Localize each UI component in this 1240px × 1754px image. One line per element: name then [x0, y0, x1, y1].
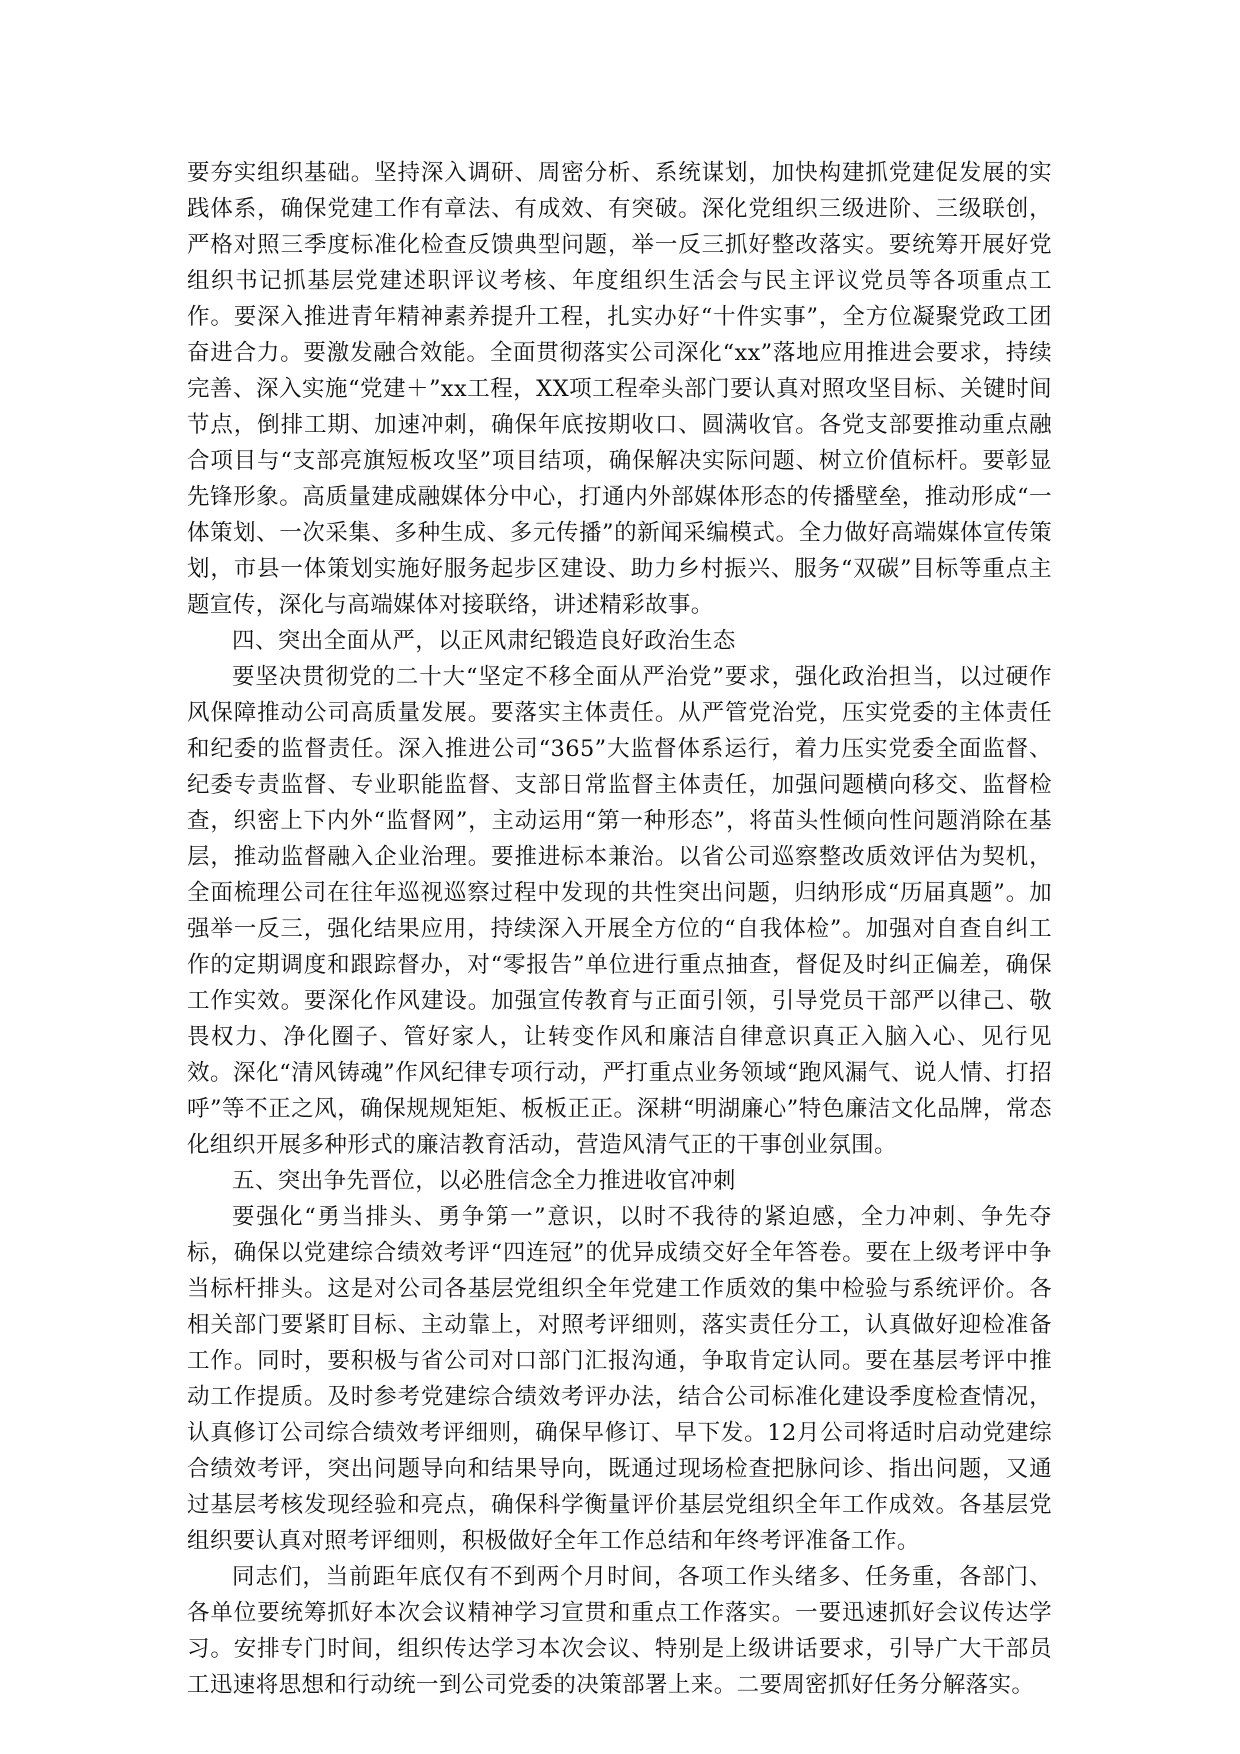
body-paragraph: 同志们，当前距年底仅有不到两个月时间，各项工作头绪多、任务重，各部门、各单位要统筹抓好本次会议精神学习宣贯和重点工作落实。一要迅速抓好会议传达学习。安排专门时间，组织传达学习本次会议、特别是上级讲话要求，引导广大干部员工迅速将思想和行动统一到公司党委的决策部署上来。二要周密抓好任务分解落实。 — [187, 1564, 1052, 1698]
body-paragraph: 要强化“勇当排头、勇争第一”意识，以时不我待的紧迫感，全力冲刺、争先夺标，确保以党建综合绩效考评“四连冠”的优异成绩交好全年答卷。要在上级考评中争当标杆排头。这是对公司各基层党组织全年党建工作质效的集中检验与系统评价。各相关部门要紧盯目标、主动靠上，对照考评细则，落实责任分工，认真做好迎检准备工作。同时，要积极与省公司对口部门汇报沟通，争取肯定认同。要在基层考评中推动工作提质。及时参考党建综合绩效考评办法，结合公司标准化建设季度检查情况，认真修订公司综合绩效考评细则，确保早修订、早下发。12月公司将适时启动党建综合绩效考评，突出问题导向和结果导向，既通过现场检查把脉问诊、指出问题，又通过基层考核发现经验和亮点，确保科学衡量评价基层党组织全年工作成效。各基层党组织要认真对照考评细则，积极做好全年工作总结和年终考评准备工作。 — [187, 1204, 1052, 1554]
body-paragraph: 要夯实组织基础。坚持深入调研、周密分析、系统谋划，加快构建抓党建促发展的实践体系，确保党建工作有章法、有成效、有突破。深化党组织三级进阶、三级联创，严格对照三季度标准化检查反馈典型问题，举一反三抓好整改落实。要统筹开展好党组织书记抓基层党建述职评议考核、年度组织生活会与民主评议党员等各项重点工作。要深入推进青年精神素养提升工程，扎实办好“十件实事”，全方位凝聚党政工团奋进合力。要激发融合效能。全面贯彻落实公司深化“xx”落地应用推进会要求，持续完善、深入实施“党建＋”xx工程，XX项工程牵头部门要认真对照攻坚目标、关键时间节点，倒排工期、加速冲刺，确保年底按期收口、圆满收官。各党支部要推动重点融合项目与“支部亮旗短板攻坚”项目结项，确保解决实际问题、树立价值标杆。要彰显先锋形象。高质量建成融媒体分中心，打通内外部媒体形态的传播壁垒，推动形成“一体策划、一次采集、多种生成、多元传播”的新闻采编模式。全力做好高端媒体宣传策划，市县一体策划实施好服务起步区建设、助力乡村振兴、服务“双碳”目标等重点主题宣传，深化与高端媒体对接联络，讲述精彩故事。 — [187, 160, 1052, 618]
body-paragraph: 要坚决贯彻党的二十大“坚定不移全面从严治党”要求，强化政治担当，以过硬作风保障推动公司高质量发展。要落实主体责任。从严管党治党，压实党委的主体责任和纪委的监督责任。深入推进公司“365”大监督体系运行，着力压实党委全面监督、纪委专责监督、专业职能监督、支部日常监督主体责任，加强问题横向移交、监督检查，织密上下内外“监督网”，主动运用“第一种形态”，将苗头性倾向性问题消除在基层，推动监督融入企业治理。要推进标本兼治。以省公司巡察整改质效评估为契机，全面梳理公司在往年巡视巡察过程中发现的共性突出问题，归纳形成“历届真题”。加强举一反三，强化结果应用，持续深入开展全方位的“自我体检”。加强对自查自纠工作的定期调度和跟踪督办，对“零报告”单位进行重点抽查，督促及时纠正偏差，确保工作实效。要深化作风建设。加强宣传教育与正面引领，引导党员干部严以律己、敬畏权力、净化圈子、管好家人，让转变作风和廉洁自律意识真正入脑入心、见行见效。深化“清风铸魂”作风纪律专项行动，严打重点业务领域“跑风漏气、说人情、打招呼”等不正之风，确保规规矩矩、板板正正。深耕“明湖廉心”特色廉洁文化品牌，常态化组织开展多种形式的廉洁教育活动，营造风清气正的干事创业氛围。 — [187, 664, 1052, 1158]
section-heading: 五、突出争先晋位，以必胜信念全力推进收官冲刺 — [232, 1168, 736, 1194]
section-heading: 四、突出全面从严，以正风肃纪锻造良好政治生态 — [232, 628, 736, 654]
document-body — [187, 155, 1052, 1703]
